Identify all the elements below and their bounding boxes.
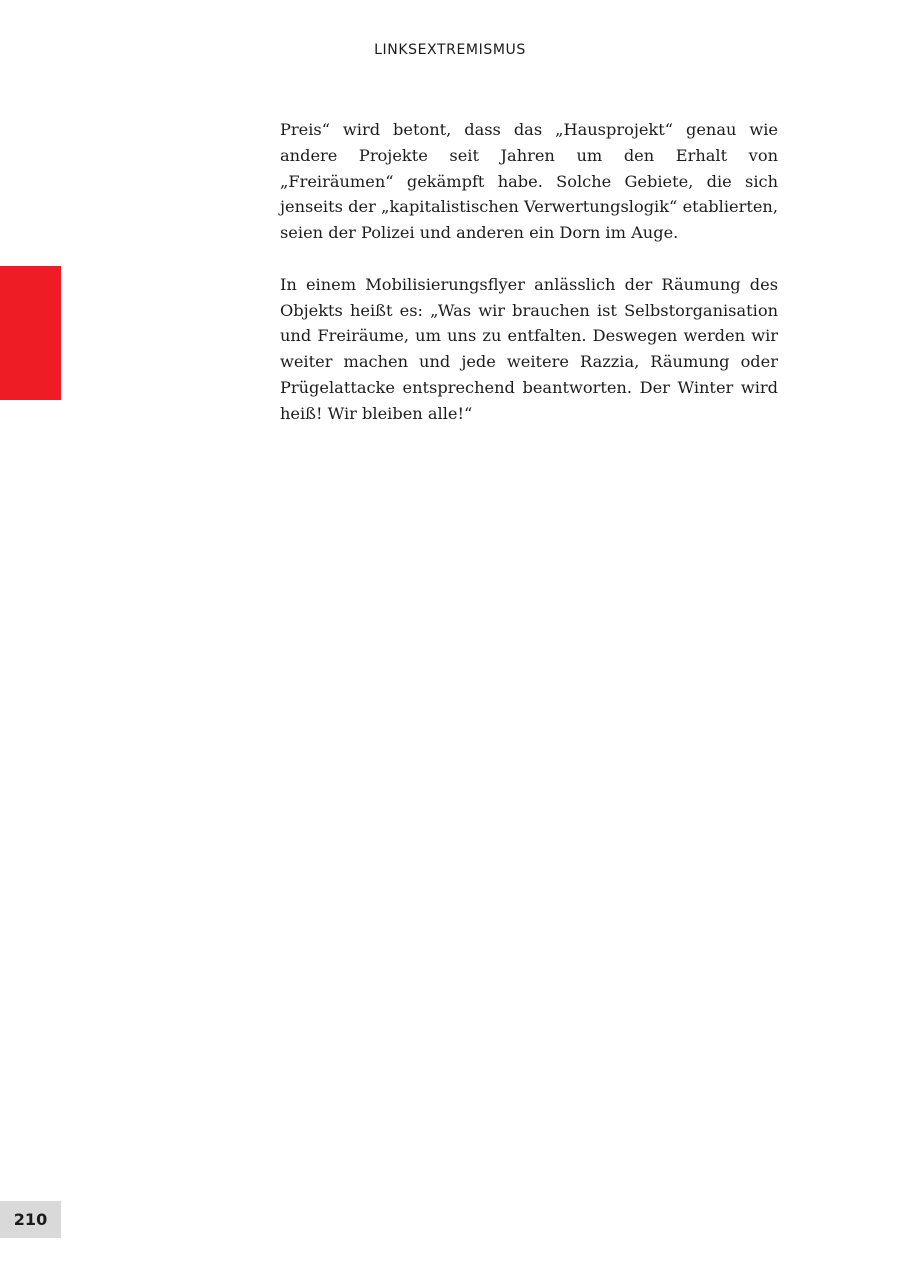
page-number: 210 bbox=[0, 1201, 61, 1238]
running-header-title: LINKSEXTREMISMUS bbox=[374, 42, 526, 58]
paragraph-2: In einem Mobilisierungsflyer anlässlich der Räumung des Objekts heißt es: „Was wir brauchen ist Selbstorganisation und Freiräume, um uns zu entfalten. Deswegen werden wir weiter machen und jede weitere Razzia, Räumung oder Prügelattacke entsprechend beantworten. Der Winter wird heiß! Wir bleiben alle!“ bbox=[280, 274, 778, 423]
chapter-marker-tab bbox=[0, 266, 61, 400]
paragraph-1: Preis“ wird betont, dass das „Hausprojekt“ genau wie andere Projekte seit Jahren um den Erhalt von „Freiräumen“ gekämpft habe. Solche Gebiete, die sich jenseits der „kapitalistischen Verwertungslogik“ etablierten, seien der Polizei und anderen ein Dorn im Auge. bbox=[280, 120, 778, 243]
main-text-body bbox=[280, 117, 778, 452]
